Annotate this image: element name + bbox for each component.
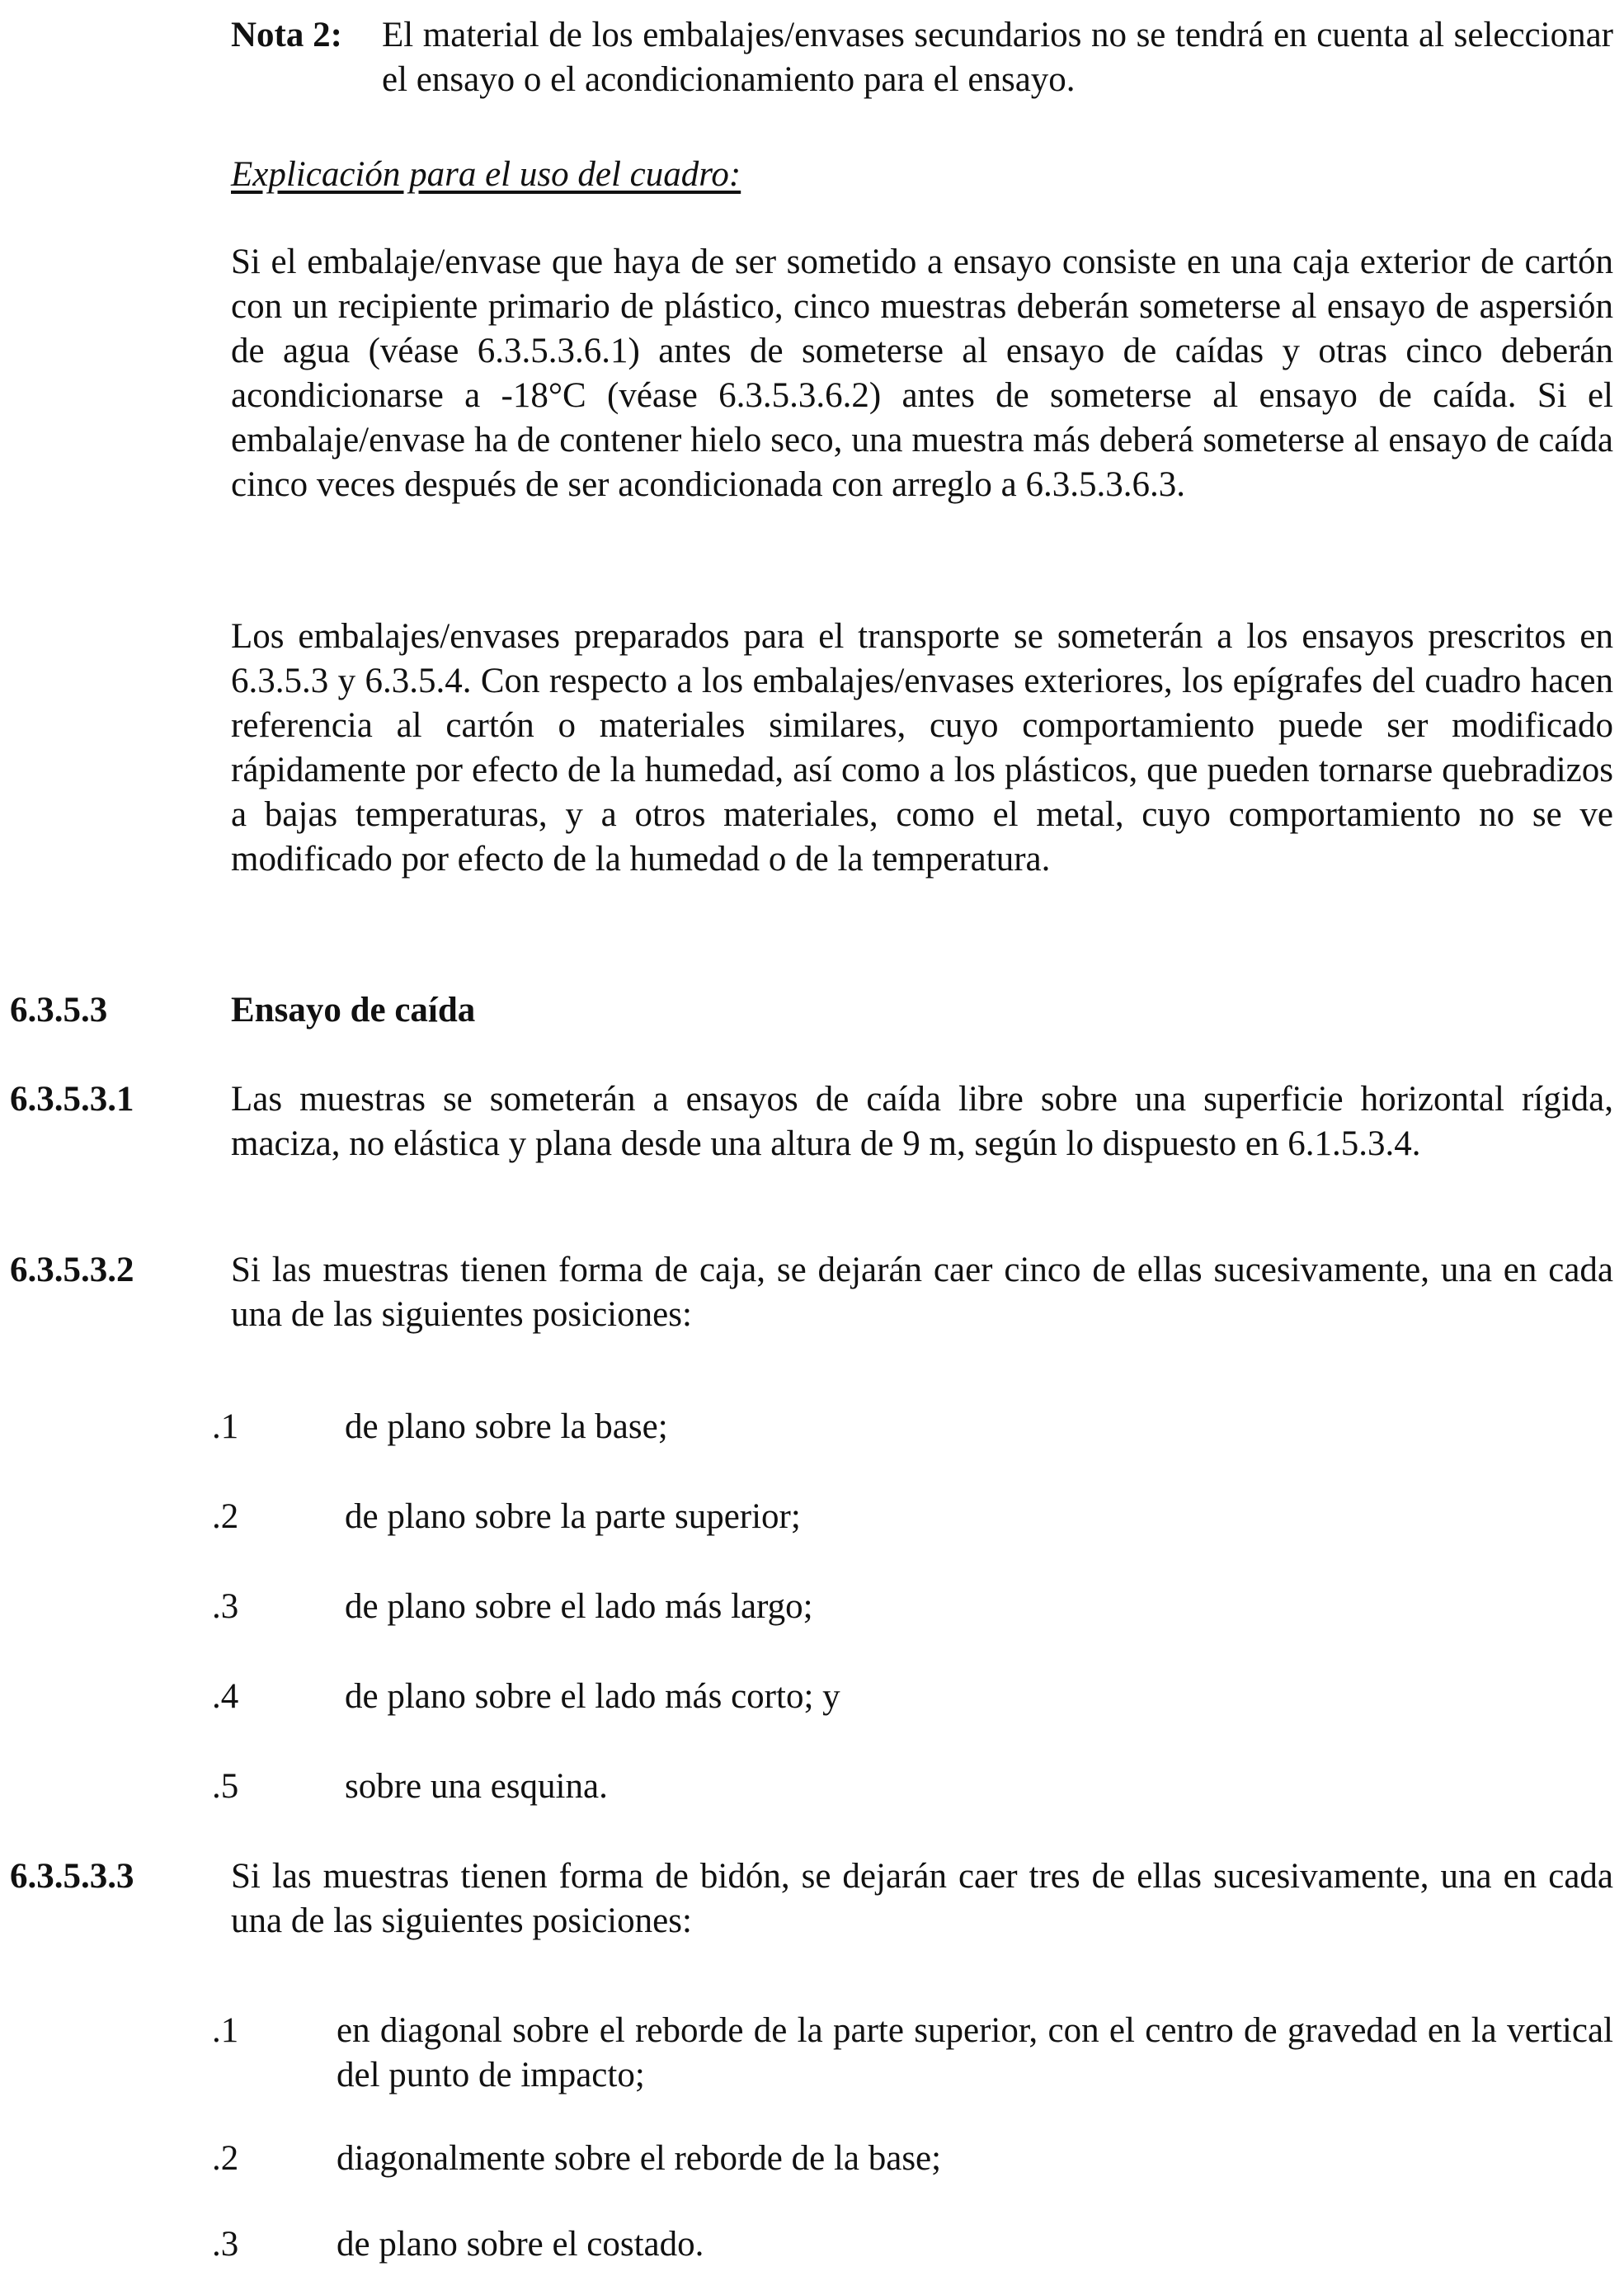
subsection-2-number: 6.3.5.3.2 xyxy=(10,1251,134,1289)
list-item-number: .1 xyxy=(212,2011,239,2050)
note-text: El material de los embalajes/envases secundarios no se tendrá en cuenta al seleccionar el ensayo o el acondicionamiento para el ensayo. xyxy=(382,16,1613,99)
subsection-3-text: Si las muestras tienen forma de bidón, se dejarán caer tres de ellas sucesivamente, una en cada una de las siguientes posiciones: xyxy=(231,1857,1613,1940)
explanation-paragraph-1: Si el embalaje/envase que haya de ser sometido a ensayo consiste en una caja exterior de cartón con un recipiente primario de plástico, cinco muestras deberán someterse al ensayo de aspersión de agua (véase 6.3.5.3.6.1) antes de someterse al ensayo de caídas y otras cinco deberán acondicionarse a -18°C (véase 6.3.5.3.6.2) antes de someterse al ensayo de caída. Si el embalaje/envase ha de contener hielo seco, una muestra más deberá someterse al ensayo de caída cinco veces después de ser acondicionada con arreglo a 6.3.5.3.6.3. xyxy=(231,243,1613,504)
list-item-number: .3 xyxy=(212,2225,239,2264)
subsection-3-number: 6.3.5.3.3 xyxy=(10,1857,134,1896)
list-item-text: de plano sobre el lado más largo; xyxy=(345,1587,813,1626)
list-item-number: .4 xyxy=(212,1677,239,1716)
note-label: Nota 2: xyxy=(231,16,342,54)
list-item-number: .3 xyxy=(212,1587,239,1626)
list-item-text: en diagonal sobre el reborde de la parte superior, con el centro de gravedad en la vertical del punto de impacto; xyxy=(337,2011,1613,2094)
subsection-1-text: Las muestras se someterán a ensayos de caída libre sobre una superficie horizontal rígida, maciza, no elástica y plana desde una altura de 9 m, según lo dispuesto en 6.1.5.3.4. xyxy=(231,1080,1613,1163)
section-title: Ensayo de caída xyxy=(231,991,476,1030)
subsection-2-text: Si las muestras tienen forma de caja, se dejarán caer cinco de ellas sucesivamente, una en cada una de las siguientes posiciones: xyxy=(231,1251,1613,1334)
list-item-number: .2 xyxy=(212,2139,239,2178)
section-number: 6.3.5.3 xyxy=(10,991,108,1030)
subsection-1-number: 6.3.5.3.1 xyxy=(10,1080,134,1119)
list-item-text: diagonalmente sobre el reborde de la base; xyxy=(337,2139,942,2178)
list-item-text: de plano sobre el lado más corto; y xyxy=(345,1677,840,1716)
list-item-text: de plano sobre la parte superior; xyxy=(345,1497,801,1536)
list-item-text: sobre una esquina. xyxy=(345,1767,608,1806)
explanation-paragraph-2: Los embalajes/envases preparados para el transporte se someterán a los ensayos prescritos en 6.3.5.3 y 6.3.5.4. Con respecto a los embalajes/envases exteriores, los epígrafes del cuadro hacen referencia al cartón o materiales similares, cuyo comportamiento puede ser modificado rápidamente por efecto de la humedad, así como a los plásticos, que pueden tornarse quebradizos a bajas temperaturas, y a otros materiales, como el metal, cuyo comportamiento no se ve modificado por efecto de la humedad o de la temperatura. xyxy=(231,617,1613,879)
list-item-number: .2 xyxy=(212,1497,239,1536)
list-item-number: .1 xyxy=(212,1407,239,1446)
list-item-text: de plano sobre el costado. xyxy=(337,2225,704,2264)
list-item-number: .5 xyxy=(212,1767,239,1806)
list-item-text: de plano sobre la base; xyxy=(345,1407,668,1446)
explanation-title: Explicación para el uso del cuadro: xyxy=(231,155,741,194)
